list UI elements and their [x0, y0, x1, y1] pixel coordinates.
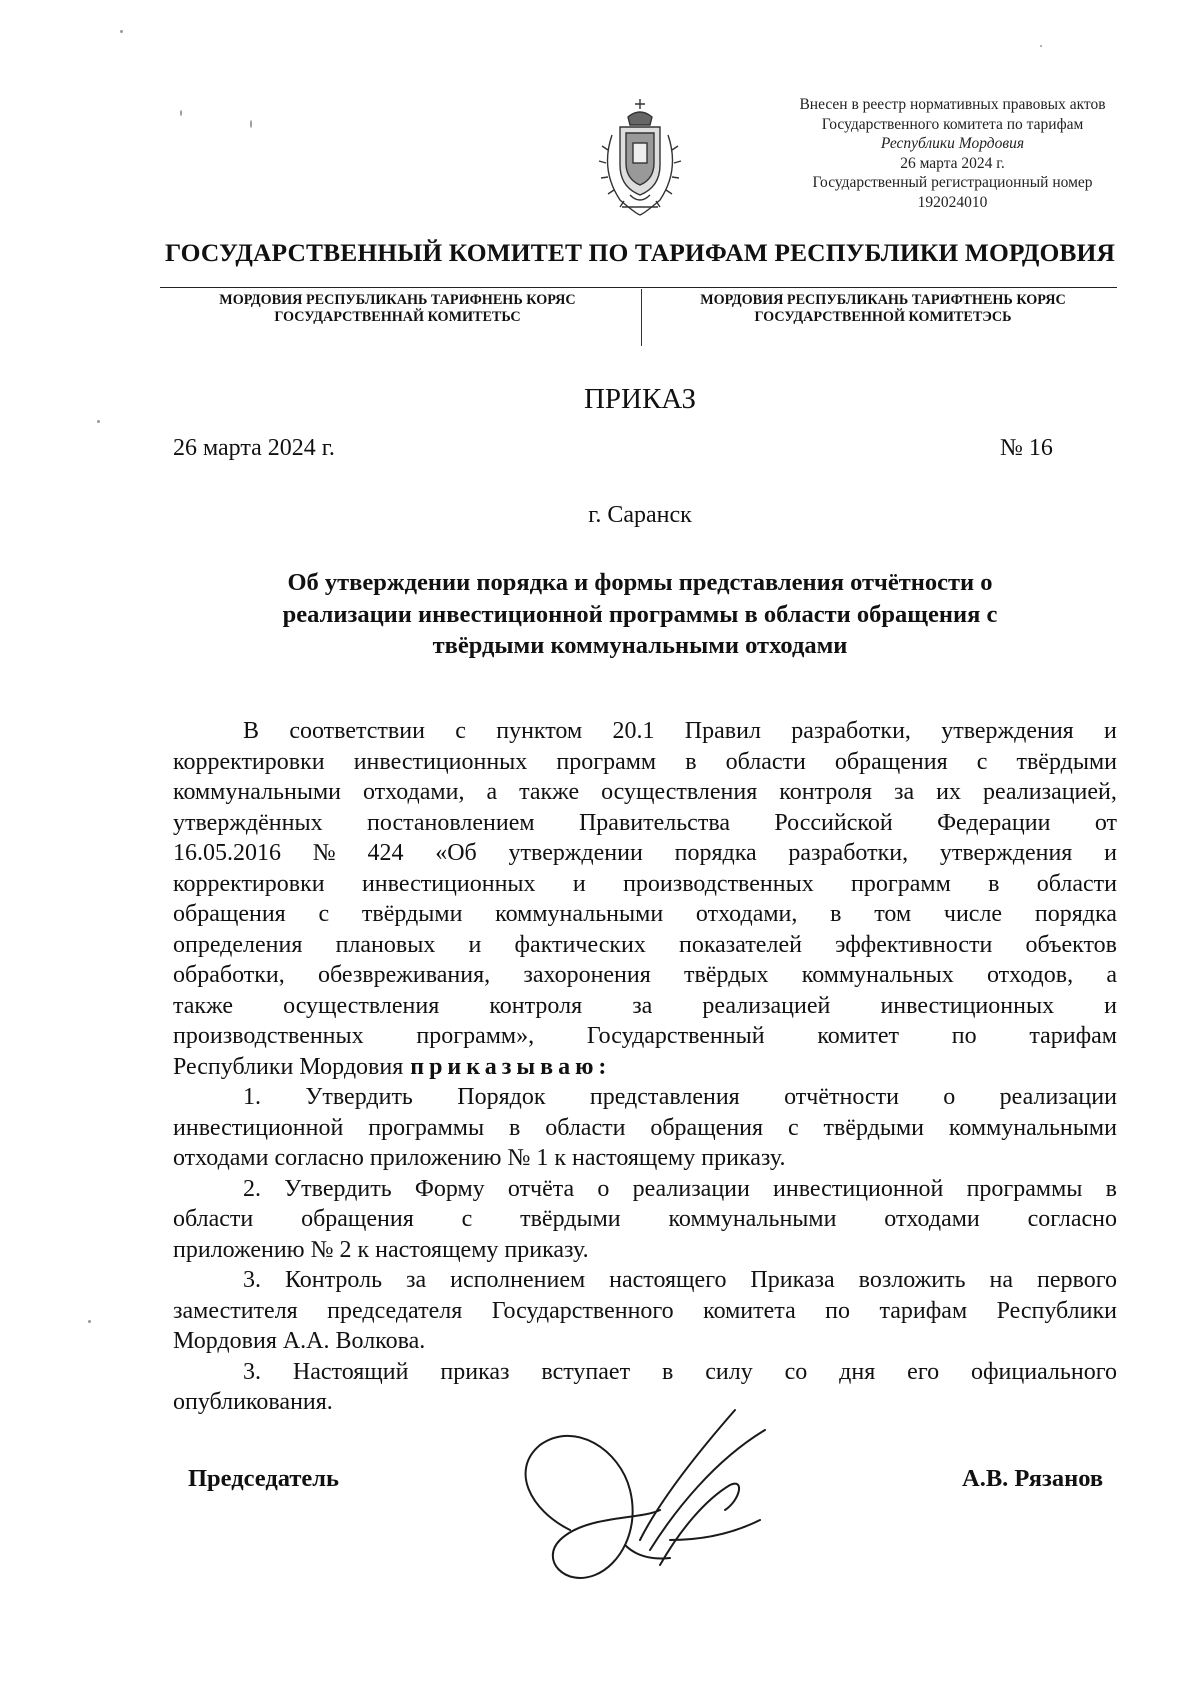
word: утверждённых [173, 809, 323, 836]
justified-line [173, 1296, 1117, 1327]
word: Утвердить [284, 1175, 392, 1202]
word: отходов, [986, 962, 1074, 988]
word: о [943, 1084, 956, 1110]
word: коммунальными [495, 901, 664, 927]
word: твёрдыми [520, 1206, 621, 1232]
word: в [685, 748, 697, 775]
word: программ», [416, 1023, 535, 1049]
word: с [455, 718, 466, 744]
word: заместителя [173, 1297, 298, 1324]
word: определения [173, 931, 303, 958]
subject-line: Об утверждении порядка и формы представления отчётности о [287, 569, 993, 596]
word: коммунальных [801, 962, 954, 988]
word: обезвреживания, [317, 962, 491, 988]
word: программ [556, 748, 657, 775]
word: обращения [834, 748, 948, 775]
word: постановлением [367, 809, 535, 836]
word: Правительства [578, 809, 730, 836]
word: области [1036, 870, 1117, 897]
stamp-line: 26 марта 2024 г. [900, 154, 1005, 172]
scan-speck [180, 110, 182, 116]
word: отчёта [507, 1175, 575, 1202]
item-last-line [173, 1235, 1117, 1266]
word: порядка [674, 840, 757, 866]
word: отчётности [784, 1084, 899, 1110]
justified-line [173, 1357, 1117, 1388]
word: 1. [243, 1084, 261, 1110]
word: утверждения [939, 840, 1073, 866]
word: обработки, [173, 962, 285, 988]
document-city: г. Саранск [588, 502, 692, 528]
word: разработки, [788, 840, 909, 866]
document-date: 26 марта 2024 г. [173, 435, 335, 461]
word: 16.05.2016 [173, 840, 281, 866]
word: председателя [327, 1297, 463, 1324]
word: «Об [435, 840, 477, 866]
document-number: № 16 [1000, 435, 1053, 461]
justified-line [173, 1082, 1117, 1113]
word: программы [368, 1114, 485, 1141]
word: по [825, 1297, 851, 1324]
word: Республики [996, 1297, 1117, 1324]
word: также [519, 779, 580, 805]
justified-line [173, 1174, 1117, 1205]
word: коммунальными [948, 1114, 1117, 1141]
word: реализации [999, 1084, 1117, 1110]
word: соответствии [289, 718, 425, 744]
word: со [784, 1358, 808, 1385]
word: 20.1 [612, 718, 655, 744]
word: твёрдыми [361, 901, 463, 927]
word: твёрдых [684, 962, 769, 988]
justified-line [173, 747, 1117, 778]
item-last-line [173, 1326, 1117, 1357]
word: Правил [684, 718, 761, 744]
word: в [1105, 1175, 1117, 1202]
item-3 [173, 1265, 1117, 1357]
stamp-line: Внесен в реестр нормативных правовых актов [799, 96, 1106, 113]
word: плановых [335, 931, 436, 958]
word: приказ [440, 1358, 510, 1385]
header-vertical-divider [641, 289, 642, 346]
word: программы [966, 1175, 1083, 1202]
word: 2. [243, 1175, 261, 1202]
word: отходами, [695, 901, 798, 927]
word: настоящего [609, 1267, 727, 1293]
word: а [1106, 962, 1117, 988]
word: Российской [774, 809, 893, 836]
word: тарифам [1029, 1023, 1117, 1049]
word: Государственный [586, 1023, 765, 1049]
justified-line [173, 838, 1117, 869]
word: контроля [779, 779, 873, 805]
word: первого [1037, 1267, 1117, 1293]
word: области [725, 748, 806, 775]
word: и [1104, 840, 1117, 866]
scan-speck [120, 30, 123, 33]
word: вступает [541, 1358, 631, 1385]
word: инвестиционных [353, 748, 528, 775]
word: программ [851, 870, 951, 897]
word: № [312, 840, 336, 866]
header-left-line: МОРДОВИЯ РЕСПУБЛИКАНЬ ТАРИФНЕНЬ КОРЯС [219, 292, 576, 308]
word: Форму [414, 1175, 485, 1202]
word: инвестиционной [173, 1114, 344, 1141]
word: области [545, 1114, 626, 1141]
header-left-line: ГОСУДАРСТВЕННАЙ КОМИТЕТЬС [274, 309, 521, 325]
justified-line [173, 1265, 1117, 1296]
word: фактических [514, 931, 646, 958]
word: реализацией [702, 992, 831, 1019]
stamp-line: Республики Мордовия [880, 135, 1025, 153]
registry-stamp [760, 95, 1145, 213]
word: инвестиционных [880, 992, 1055, 1019]
justified-line [173, 716, 1117, 747]
stamp-line: Государственного комитета по тарифам [821, 115, 1084, 133]
word: Порядок [457, 1084, 546, 1110]
preamble-paragraph [173, 716, 1117, 1082]
item-last-line [173, 1143, 1117, 1174]
word: официального [970, 1358, 1117, 1385]
word: обращения [650, 1114, 764, 1141]
word: и [468, 931, 482, 958]
document-subject [150, 567, 1130, 662]
item-text: Мордовия А.А. Волкова. [173, 1328, 426, 1354]
word: за [894, 779, 915, 805]
document-body [173, 716, 1117, 1418]
item-text: приложению № 2 к настоящему приказу. [173, 1236, 589, 1263]
word: эффективности [835, 931, 993, 958]
scan-speck [1040, 45, 1042, 47]
word: в [988, 870, 1000, 897]
word: силу [705, 1358, 753, 1385]
justified-line [173, 1113, 1117, 1144]
word: объектов [1025, 931, 1117, 958]
word: тарифам [879, 1297, 968, 1324]
word: реализации [632, 1175, 750, 1202]
word: о [597, 1175, 610, 1202]
signature-icon [500, 1390, 830, 1620]
item-text: опубликования. [173, 1389, 333, 1415]
word: Утвердить [305, 1084, 413, 1110]
justified-line [173, 960, 1117, 991]
word: утверждения [941, 718, 1074, 744]
word: коммунальными [668, 1206, 837, 1232]
word: реализацией, [982, 779, 1117, 805]
word: Настоящий [292, 1358, 409, 1385]
word: исполнением [450, 1267, 586, 1293]
word: производственных [623, 870, 814, 897]
word: и [1104, 718, 1117, 744]
word: том [874, 901, 912, 927]
word: коммунальными [173, 779, 341, 805]
word: производственных [173, 1023, 364, 1049]
word: обращения [301, 1206, 414, 1232]
word: порядка [1034, 901, 1117, 927]
word: захоронения [523, 962, 651, 988]
scan-speck [97, 420, 100, 423]
word: показателей [679, 931, 802, 958]
item-2 [173, 1174, 1117, 1266]
subject-line: реализации инвестиционной программы в области обращения с [282, 600, 998, 628]
header-divider [160, 287, 1117, 288]
justified-line [173, 899, 1117, 930]
header-right-line: ГОСУДАРСТВЕННОЙ КОМИТЕТЭСЬ [754, 309, 1012, 325]
word: контроля [489, 992, 583, 1019]
word: в [830, 901, 842, 927]
word: от [1094, 809, 1117, 836]
subject-line: твёрдыми коммунальными отходами [432, 632, 848, 659]
justified-line [173, 1204, 1117, 1235]
word: представления [589, 1084, 740, 1110]
justified-line [173, 777, 1117, 808]
word: и [572, 870, 586, 897]
word: с [787, 1114, 799, 1141]
item-1 [173, 1082, 1117, 1174]
word: инвестиционной [773, 1175, 944, 1202]
item-text: отходами согласно приложению № 1 к настоящему приказу. [173, 1145, 786, 1171]
word: корректировки [173, 748, 325, 775]
word: утверждении [508, 840, 643, 866]
word: дня [839, 1358, 876, 1385]
word: с [976, 748, 988, 775]
justified-line [173, 808, 1117, 839]
word: твёрдыми [1016, 748, 1117, 775]
preamble-final-line [173, 1052, 1117, 1083]
word: В [243, 718, 260, 744]
emblem [590, 95, 690, 225]
word: за [406, 1267, 427, 1293]
word: числе [943, 901, 1003, 927]
mordovia-coat-of-arms-icon [590, 95, 690, 225]
word: согласно [1027, 1206, 1117, 1232]
document-type: ПРИКАЗ [583, 383, 697, 415]
justified-line [173, 991, 1117, 1022]
word: и [1104, 992, 1117, 1019]
word: корректировки [173, 870, 325, 897]
word: а [486, 779, 498, 805]
word: по [951, 1023, 977, 1049]
word: разработки, [791, 718, 911, 744]
word: пунктом [496, 718, 583, 744]
word: комитета [703, 1297, 796, 1324]
word: их [936, 779, 961, 805]
signatory-name: А.В. Рязанов [962, 1465, 1104, 1492]
organization-name-moksha [160, 292, 635, 326]
word: обращения [173, 901, 286, 927]
word: отходами, [362, 779, 465, 805]
signatory-role: Председатель [188, 1465, 339, 1492]
stamp-line: Государственный регистрационный номер [812, 174, 1093, 192]
organization-title: ГОСУДАРСТВЕННЫЙ КОМИТЕТ ПО ТАРИФАМ РЕСПУБЛИКИ МОРДОВИЯ [164, 238, 1115, 267]
word: комитет [817, 1023, 899, 1049]
order-word: приказываю: [410, 1053, 612, 1080]
word: Государственного [491, 1297, 674, 1324]
word: 424 [367, 840, 404, 866]
preamble-last-text: Республики Мордовия [173, 1053, 404, 1080]
word: отходами [884, 1206, 980, 1232]
word: области [173, 1206, 254, 1232]
scan-speck [250, 120, 252, 128]
word: с [318, 901, 330, 927]
word: в [661, 1358, 674, 1385]
word: Федерации [937, 809, 1051, 836]
header-right-line: МОРДОВИЯ РЕСПУБЛИКАНЬ ТАРИФТНЕНЬ КОРЯС [700, 292, 1066, 308]
scan-speck [88, 1320, 91, 1323]
word: осуществления [283, 992, 440, 1019]
word: за [632, 992, 653, 1019]
word: с [461, 1206, 473, 1232]
word: Контроль [284, 1267, 383, 1293]
word: возложить [858, 1267, 966, 1293]
word: осуществления [601, 779, 758, 805]
justified-line [173, 930, 1117, 961]
stamp-line: 192024010 [917, 193, 988, 211]
word: в [508, 1114, 521, 1141]
organization-name-erzya [648, 292, 1118, 326]
word: 3. [243, 1267, 261, 1293]
word: на [989, 1267, 1014, 1293]
word: также [173, 992, 234, 1019]
justified-line [173, 1021, 1117, 1052]
word: твёрдыми [823, 1114, 925, 1141]
word: 3. [243, 1358, 261, 1385]
justified-line [173, 869, 1117, 900]
handwritten-signature [500, 1390, 830, 1620]
word: инвестиционных [361, 870, 536, 897]
word: Приказа [750, 1267, 835, 1293]
word: его [907, 1358, 940, 1385]
